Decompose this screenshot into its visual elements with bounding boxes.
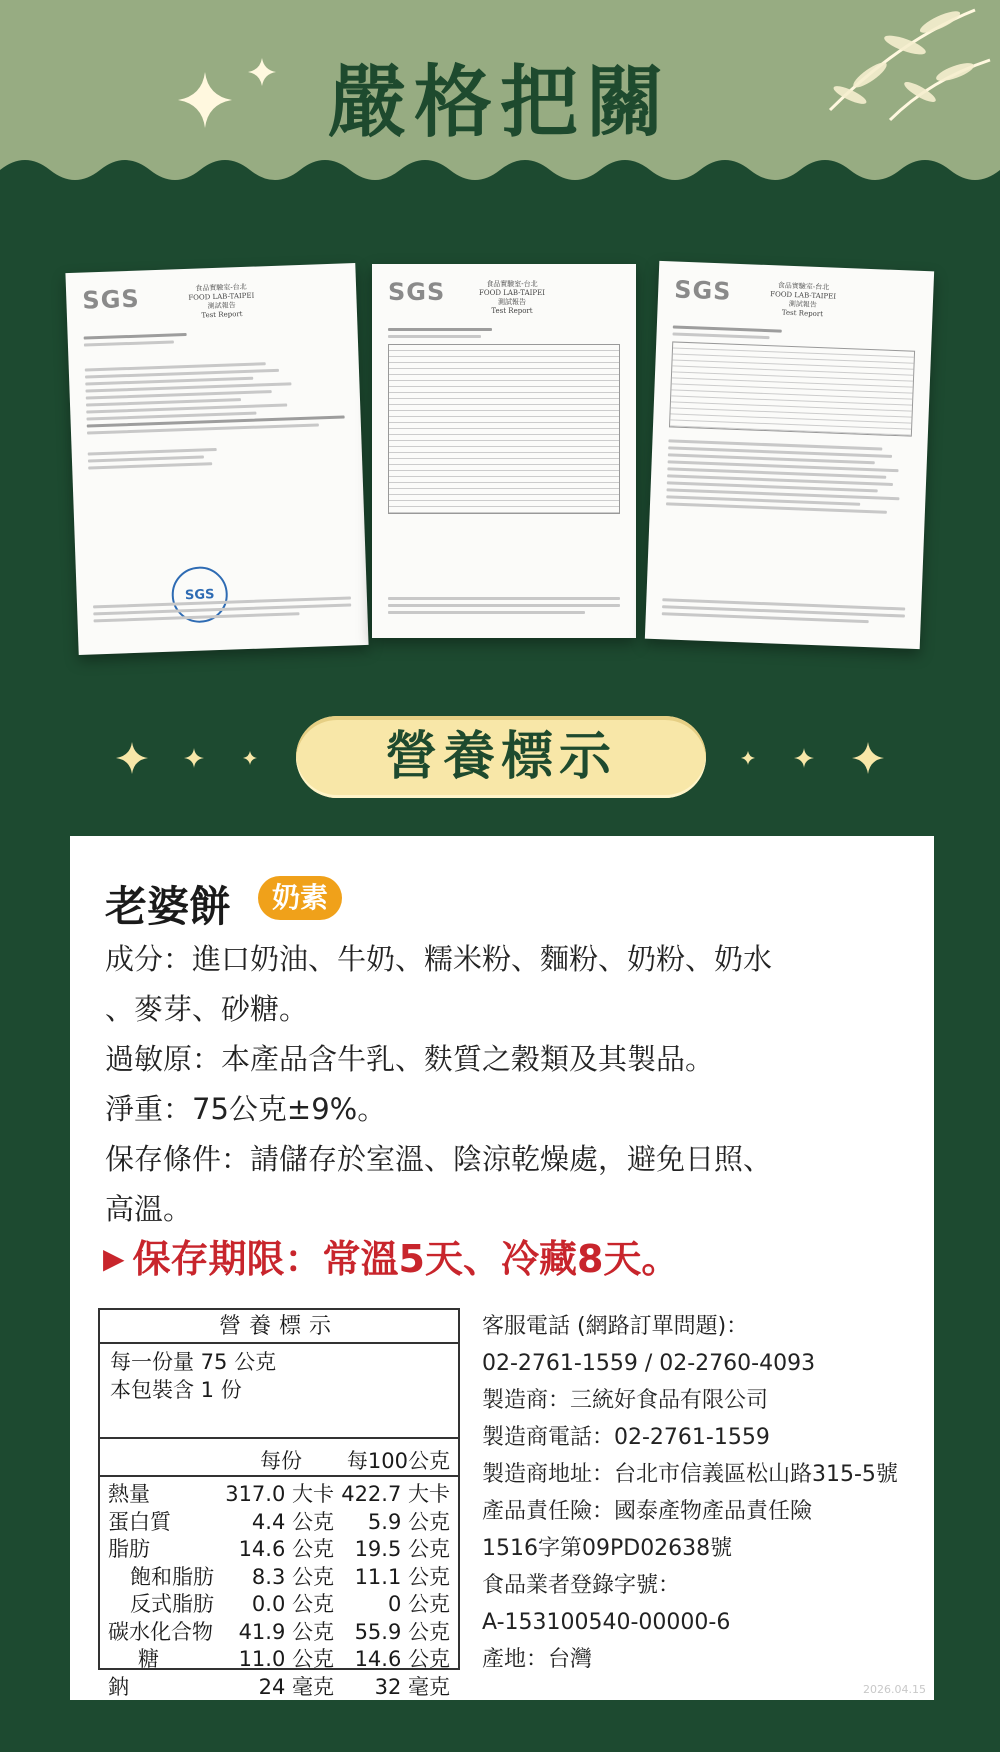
storage-conditions-text-cont: 高溫。	[105, 1192, 193, 1226]
info-line: 製造商地址：台北市信義區松山路315-5號	[482, 1462, 898, 1487]
allergen-text: 過敏原：本產品含牛乳、麩質之穀類及其製品。	[105, 1042, 715, 1076]
ingredients-text-cont: 、麥芽、砂糖。	[105, 992, 309, 1026]
sgs-logo: SGS	[81, 284, 141, 315]
info-line: 1516字第09PD02638號	[482, 1536, 733, 1561]
ingredients-text: 成分：進口奶油、牛奶、糯米粉、麵粉、奶粉、奶水	[105, 942, 773, 976]
info-line: 產品責任險：國泰產物產品責任險	[482, 1499, 813, 1524]
table-row: 碳水化合物 41.9 公克 55.9 公克	[108, 1619, 450, 1644]
shelf-life-text: ▶ 保存期限：常溫5天、冷藏8天。	[103, 1237, 680, 1281]
sgs-report-1	[65, 263, 368, 655]
servings-per-pack: 本包裝含 1 份	[110, 1378, 242, 1402]
table-row: 熱量 317.0 大卡 422.7 大卡	[108, 1482, 450, 1506]
sparkle-icon	[730, 738, 890, 778]
info-line: 產地：台灣	[482, 1647, 593, 1672]
table-row: 反式脂肪 0.0 公克 0 公克	[130, 1592, 450, 1616]
table-row: 飽和脂肪 8.3 公克 11.1 公克	[130, 1564, 450, 1589]
report-table	[388, 344, 620, 514]
sgs-seal-icon: SGS	[171, 566, 229, 624]
report-table	[669, 341, 915, 436]
serving-info	[100, 1344, 458, 1439]
serving-size: 每一份量 75 公克	[110, 1350, 277, 1374]
diet-badge: 奶素	[258, 876, 342, 920]
table-row: 脂肪 14.6 公克 19.5 公克	[108, 1537, 450, 1561]
info-line: A-153100540-00000-6	[482, 1610, 731, 1635]
table-row: 鈉 24 毫克 32 毫克	[108, 1674, 450, 1699]
col-per-100g: 每100公克	[346, 1449, 450, 1473]
section-title-pill: 營養標示	[296, 716, 706, 798]
sgs-report-3: SGS 食品實驗室-台北 FOOD LAB-TAIPEI 測試報告 Test Report	[645, 261, 934, 649]
info-line: 客服電話 (網路訂單問題)：	[482, 1314, 749, 1339]
page-title: 嚴格把關	[327, 57, 672, 148]
product-name: 老婆餅	[105, 882, 232, 931]
triangle-right-icon: ▶	[103, 1242, 125, 1275]
nutrition-column-headers	[100, 1439, 458, 1477]
product-info-card	[70, 836, 934, 1700]
col-per-serving: 每份	[260, 1449, 302, 1473]
info-line: 02-2761-1559 / 02-2760-4093	[482, 1351, 816, 1376]
nutrition-table-title: 營養標示	[100, 1310, 458, 1344]
info-line: 食品業者登錄字號：	[482, 1573, 681, 1598]
manufacturer-info	[482, 1308, 898, 1678]
header-band	[0, 0, 1000, 200]
sgs-report-2: SGS 食品實驗室-台北 FOOD LAB-TAIPEI 測試報告 Test Report	[372, 264, 636, 638]
info-line: 製造商電話：02-2761-1559	[482, 1425, 770, 1450]
table-row: 糖 11.0 公克 14.6 公克	[138, 1647, 450, 1671]
info-line: 製造商：三統好食品有限公司	[482, 1388, 769, 1413]
table-row: 蛋白質 4.4 公克 5.9 公克	[108, 1509, 450, 1534]
net-weight-text: 淨重：75公克±9%。	[105, 1092, 387, 1126]
nutrition-table	[98, 1308, 460, 1699]
storage-conditions-text: 保存條件：請儲存於室溫、陰涼乾燥處，避免日照、	[105, 1142, 773, 1176]
date-stamp: 2026.04.15	[863, 1683, 926, 1696]
lab-heading: 食品實驗室-台北 FOOD LAB-TAIPEI 測試報告 Test Report	[188, 282, 255, 320]
